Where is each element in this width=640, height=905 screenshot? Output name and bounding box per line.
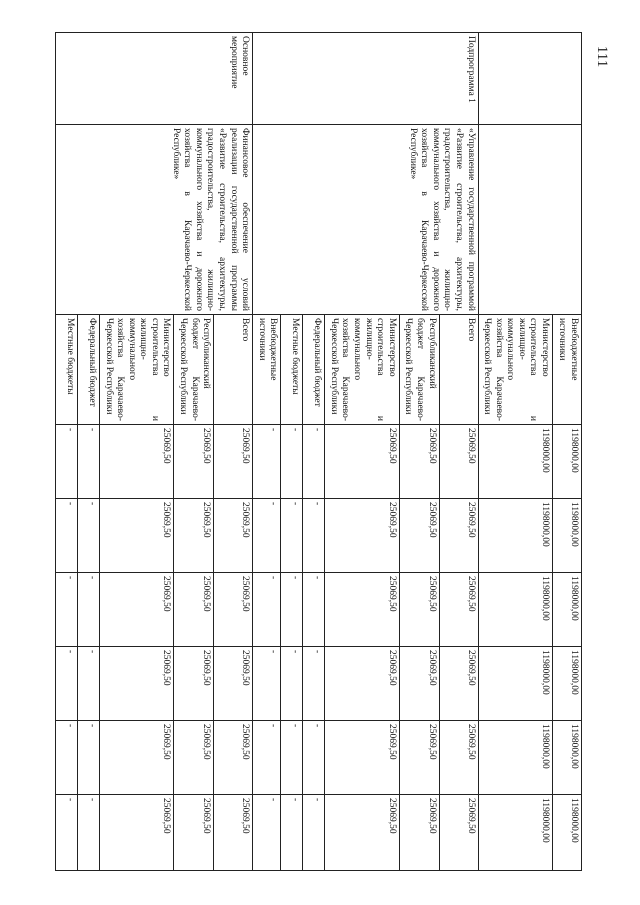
source-cell: Всего [214,315,253,425]
value-cell: 25069,50 [99,795,173,871]
value-cell: - [77,425,99,499]
budget-table [55,32,582,871]
value-cell: 1198000,00 [478,425,552,499]
name-cell-empty [478,125,581,315]
value-cell: 25069,50 [99,721,173,795]
value-cell: 25069,50 [214,647,253,721]
value-cell: - [281,425,303,499]
value-cell: 1198000,00 [553,647,582,721]
status-cell: Основное мероприятие [55,33,252,125]
value-cell: 25069,50 [439,425,478,499]
value-cell: 25069,50 [399,573,439,647]
value-cell: 25069,50 [399,647,439,721]
page-number: 111 [593,45,610,68]
value-cell: 1198000,00 [553,795,582,871]
source-cell: Местные бюджеты [281,315,303,425]
value-cell: - [55,795,77,871]
source-cell: Республиканский бюджет Карачаево-Черкесской Республики [174,315,214,425]
value-cell: - [303,425,325,499]
value-cell: 25069,50 [399,499,439,573]
value-cell: - [253,499,281,573]
value-cell: - [303,499,325,573]
value-cell: - [253,425,281,499]
value-cell: 25069,50 [325,721,399,795]
value-cell: 25069,50 [99,499,173,573]
source-cell: Министерство строительства и жилищно-коммунального хозяйства Карачаево-Черкесской Республики [325,315,399,425]
value-cell: - [281,647,303,721]
value-cell: - [55,647,77,721]
value-cell: 25069,50 [439,795,478,871]
source-cell: Всего [439,315,478,425]
source-cell: Внебюджетные источники [553,315,582,425]
value-cell: 25069,50 [439,499,478,573]
value-cell: - [55,425,77,499]
value-cell: 25069,50 [174,721,214,795]
source-cell: Федеральный бюджет [303,315,325,425]
value-cell: 25069,50 [439,573,478,647]
value-cell: 1198000,00 [553,721,582,795]
value-cell: 25069,50 [174,425,214,499]
value-cell: 25069,50 [214,721,253,795]
value-cell: 25069,50 [325,647,399,721]
table-row [439,33,478,871]
value-cell: - [55,499,77,573]
value-cell: 1198000,00 [478,573,552,647]
value-cell: - [281,795,303,871]
source-cell: Внебюджетные источники [253,315,281,425]
program-name-cell: Финансовое обеспечение условий реализации государственной программы «Развитие строительства, архитектуры, градостроительства, жилищно-коммунального хозяйства и дорожного хозяйства в Карачаево-Черкесской Республике» [55,125,252,315]
value-cell: 25069,50 [99,425,173,499]
value-cell: - [77,499,99,573]
value-cell: - [253,647,281,721]
value-cell: 25069,50 [399,795,439,871]
value-cell: - [281,721,303,795]
value-cell: 25069,50 [174,499,214,573]
table-row [214,33,253,871]
value-cell: 25069,50 [214,795,253,871]
source-cell: Федеральный бюджет [77,315,99,425]
value-cell: 1198000,00 [478,795,552,871]
table-row [553,33,582,871]
value-cell: 25069,50 [174,647,214,721]
value-cell: - [77,795,99,871]
value-cell: - [303,795,325,871]
value-cell: 1198000,00 [553,573,582,647]
value-cell: 25069,50 [439,647,478,721]
value-cell: 25069,50 [399,721,439,795]
value-cell: 1198000,00 [553,425,582,499]
value-cell: 1198000,00 [478,647,552,721]
budget-table-landscape [64,32,582,870]
value-cell: - [55,573,77,647]
status-cell-empty [478,33,581,125]
value-cell: 25069,50 [174,573,214,647]
value-cell: 25069,50 [174,795,214,871]
source-cell: Министерство строительства и жилищно-коммунального хозяйства Карачаево-Черкесской Республики [478,315,552,425]
source-cell: Местные бюджеты [55,315,77,425]
value-cell: 25069,50 [325,795,399,871]
value-cell: 25069,50 [214,425,253,499]
value-cell: - [281,499,303,573]
value-cell: - [303,721,325,795]
value-cell: 1198000,00 [478,499,552,573]
value-cell: - [253,721,281,795]
value-cell: 25069,50 [325,499,399,573]
value-cell: - [77,647,99,721]
value-cell: - [303,647,325,721]
value-cell: - [55,721,77,795]
value-cell: - [281,573,303,647]
value-cell: - [77,721,99,795]
value-cell: 25069,50 [325,425,399,499]
value-cell: 1198000,00 [553,499,582,573]
value-cell: 25069,50 [214,499,253,573]
value-cell: 1198000,00 [478,721,552,795]
value-cell: 25069,50 [325,573,399,647]
value-cell: 25069,50 [399,425,439,499]
rotated-table-area [64,32,582,870]
status-cell: Подпрограмма 1 [253,33,478,125]
value-cell: - [77,573,99,647]
value-cell: - [303,573,325,647]
source-cell: Республиканский бюджет Карачаево-Черкесской Республики [399,315,439,425]
value-cell: 25069,50 [214,573,253,647]
value-cell: - [253,573,281,647]
value-cell: 25069,50 [99,573,173,647]
program-name-cell: «Управление государственной программой «Развитие строительства, архитектуры, градостроительства, жилищно-коммунального хозяйства и дорожного хозяйства в Карачаево-Черкесской Республике» [253,125,478,315]
source-cell: Министерство строительства и жилищно-коммунального хозяйства Карачаево-Черкесской Республики [99,315,173,425]
value-cell: 25069,50 [99,647,173,721]
value-cell: - [253,795,281,871]
value-cell: 25069,50 [439,721,478,795]
